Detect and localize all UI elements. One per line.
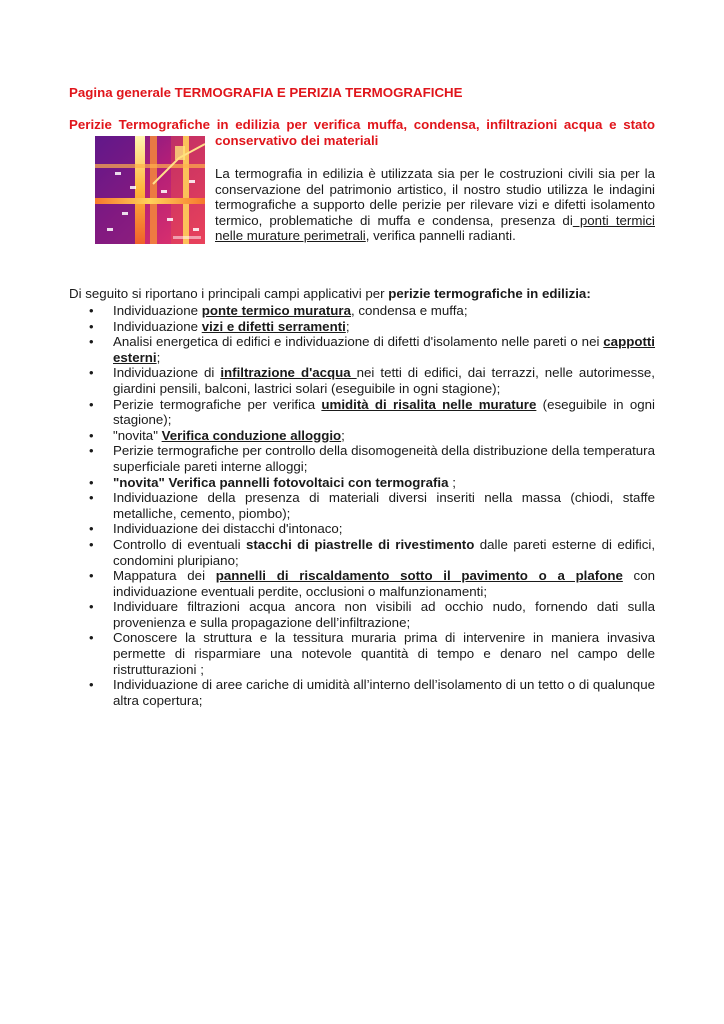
list-item: • Individuazione di aree cariche di umidità all’interno dell’isolamento di un tetto o di qualunque altra copertura; xyxy=(89,677,655,708)
bold-term: infiltrazione d'acqua xyxy=(220,365,357,381)
intro-paragraph xyxy=(215,166,655,244)
ponti-termici-link[interactable]: ponti termici nelle murature perimetrali xyxy=(215,212,655,244)
intro-tail: , verifica pannelli radianti. xyxy=(365,228,516,244)
list-intro xyxy=(69,286,669,302)
list-item: • Individuazione vizi e difetti serramenti; xyxy=(89,319,655,335)
list-item: • Analisi energetica di edifici e individuazione di difetti d'isolamento nelle pareti o nei cappotti esterni; xyxy=(89,334,655,365)
list-intro-bold: perizie termografiche in edilizia: xyxy=(388,286,591,301)
bold-term: stacchi di piastrelle di rivestimento xyxy=(245,536,475,552)
thermal-image xyxy=(95,136,205,244)
list-item: • Individuazione della presenza di materiali diversi inseriti nella massa (chiodi, staffe metalliche, cemento, piombo); xyxy=(89,490,655,521)
bold-term: pannelli di riscaldamento sotto il pavimento o a plafone xyxy=(215,568,623,584)
page-title: Pagina generale TERMOGRAFIA E PERIZIA TERMOGRAFICHE xyxy=(69,85,463,100)
list-item: • Controllo di eventuali stacchi di piastrelle di rivestimento dalle pareti esterne di edifici, condomini pluripiano; xyxy=(89,537,655,568)
bold-term: "novita" Verifica pannelli fotovoltaici con termografia xyxy=(113,474,449,490)
applications-list xyxy=(89,303,655,708)
list-item: • Perizie termografiche per verifica umidità di risalita nelle murature (eseguibile in ogni stagione); xyxy=(89,397,655,428)
list-intro-text: Di seguito si riportano i principali campi applicativi per xyxy=(69,286,389,301)
bold-term: umidità di risalita nelle murature xyxy=(321,396,537,412)
section-heading-line2: conservativo dei materiali xyxy=(215,132,379,148)
list-item: • Perizie termografiche per controllo della disomogeneità della distribuzione della temperatura superficiale pareti interne alloggi; xyxy=(89,443,655,474)
intro-text: La termografia in edilizia è utilizzata sia per le costruzioni civili sia per la conservazione del patrimonio artistico, il nostro studio utilizza le indagini termografiche a supporto delle perizie per rilevare vizi e difetti isolamento termico, problematiche di muffa e condensa, presenza di xyxy=(215,166,655,228)
list-item: • Mappatura dei pannelli di riscaldamento sotto il pavimento o a plafone con individuazione eventuali perdite, occlusioni o malfunzionamenti; xyxy=(89,568,655,599)
list-item: • Individuazione di infiltrazione d'acqua nei tetti di edifici, dai terrazzi, nelle autorimesse, giardini pensili, balconi, lastrici solari (eseguibile in ogni stagione); xyxy=(89,365,655,396)
list-item: • Individuare filtrazioni acqua ancora non visibili ad occhio nudo, fornendo dati sulla provenienza e sulla propagazione dell’infiltrazione; xyxy=(89,599,655,630)
list-item: • Individuazione ponte termico muratura, condensa e muffa; xyxy=(89,303,655,319)
list-item: • Conoscere la struttura e la tessitura muraria prima di intervenire in maniera invasiva permette di risparmiare una notevole quantità di tempo e denaro nel campo delle ristrutturazioni ; xyxy=(89,630,655,677)
bold-term: ponte termico muratura xyxy=(201,303,351,318)
bold-term: cappotti esterni xyxy=(113,334,655,365)
section-heading-line1: Perizie Termografiche in edilizia per verifica muffa, condensa, infiltrazioni acqua e stato xyxy=(69,117,655,132)
list-item: • "novita" Verifica conduzione alloggio; xyxy=(89,428,655,444)
list-item: • Individuazione dei distacchi d'intonaco; xyxy=(89,521,655,537)
list-item: • "novita" Verifica pannelli fotovoltaici con termografia ; xyxy=(89,475,655,491)
bold-term: Verifica conduzione alloggio xyxy=(161,427,342,443)
bold-term: vizi e difetti serramenti xyxy=(201,318,346,334)
